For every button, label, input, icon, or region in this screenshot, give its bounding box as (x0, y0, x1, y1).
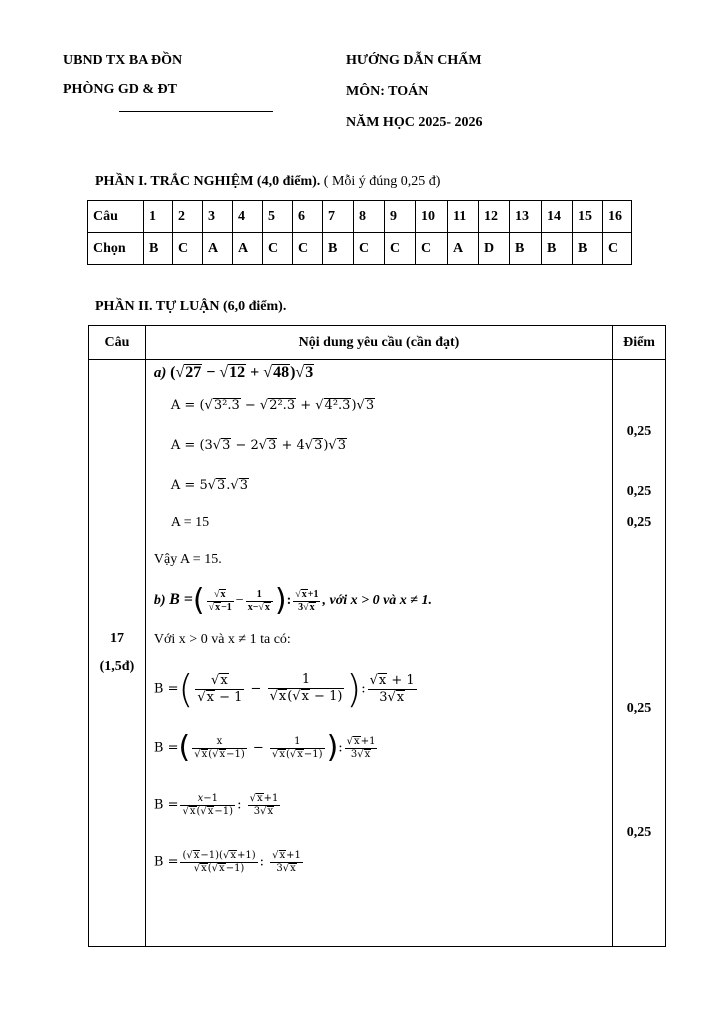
doc-title: HƯỚNG DẪN CHẤM (346, 53, 482, 68)
header-underline (119, 111, 273, 112)
question-row (88, 201, 632, 233)
score-4: 0,25 (626, 701, 652, 716)
a-cell: B (323, 233, 354, 265)
b-step-3: B = $\frac{x-1}{√x(√x-1)}$ : $\frac{√x+1}{3√x}$ (153, 793, 279, 817)
question-number-cell (89, 360, 146, 947)
part2-heading: PHẦN II. TỰ LUẬN (6,0 điểm). (95, 299, 287, 314)
a-cell: B (144, 233, 173, 265)
score-2: 0,25 (626, 484, 652, 499)
q-cell: 11 (448, 201, 479, 233)
essay-header-row (89, 326, 666, 360)
b-label: B = (153, 681, 179, 697)
part-b-problem: b) B =( $\frac{√x}{√x-1}$ − $\frac{1}{x-√x}$ ): $\frac{√x+1}{3√x}$ , với x > 0 và x ≠ 1. (153, 583, 432, 618)
score-cell (613, 360, 666, 947)
essay-table (88, 325, 666, 947)
q-cell: 9 (385, 201, 416, 233)
a-cell: C (354, 233, 385, 265)
b-intro: Với x > 0 và x ≠ 1 ta có: (153, 632, 291, 647)
q-cell: 15 (573, 201, 603, 233)
a-cell: C (293, 233, 323, 265)
col-content: Nội dung yêu cầu (cần đạt) (145, 326, 612, 360)
q-cell: 4 (233, 201, 263, 233)
q-cell: 5 (263, 201, 293, 233)
score-3: 0,25 (626, 515, 652, 530)
a-cell: C (385, 233, 416, 265)
a-cell: C (263, 233, 293, 265)
part1-heading: PHẦN I. TRẮC NGHIỆM (4,0 điểm). (95, 174, 321, 189)
org-line-2: PHÒNG GD & ĐT (63, 82, 177, 97)
a-cell: A (448, 233, 479, 265)
row-label-question: Câu (88, 201, 144, 233)
school-year: NĂM HỌC 2025- 2026 (346, 115, 483, 130)
content-cell (145, 360, 612, 947)
q-cell: 1 (144, 201, 173, 233)
a-cell: C (416, 233, 448, 265)
question-17-row (89, 360, 666, 947)
q-cell: 16 (603, 201, 632, 233)
part-b-label: b) (153, 593, 166, 609)
q-cell: 12 (479, 201, 510, 233)
col-score: Điểm (613, 326, 666, 360)
a-step-label: A = (170, 398, 196, 413)
a-step-2: A = (3√3 − 2√3 + 4√3)√3 (170, 438, 346, 453)
q-cell: 13 (510, 201, 542, 233)
a-conclusion: Vậy A = 15. (153, 552, 222, 567)
a-step-1: A = (√3².3 − √2².3 + √4².3)√3 (170, 398, 375, 413)
answer-table (87, 200, 632, 265)
q-cell: 14 (542, 201, 573, 233)
a-cell: D (479, 233, 510, 265)
score-1: 0,25 (626, 424, 652, 439)
part1-heading-line (95, 174, 440, 190)
a-cell: C (173, 233, 203, 265)
q-cell: 8 (354, 201, 385, 233)
a-cell: A (233, 233, 263, 265)
col-question: Câu (89, 326, 146, 360)
q-cell: 6 (293, 201, 323, 233)
q-cell: 2 (173, 201, 203, 233)
b-step-2: B =( $\frac{x}{√x(√x-1)}$ − $\frac{1}{√x(√x-1)}$ ): $\frac{√x+1}{3√x}$ (153, 730, 376, 765)
b-condition: , với x > 0 và x ≠ 1. (322, 593, 432, 609)
answer-row (88, 233, 632, 265)
subject: MÔN: TOÁN (346, 84, 429, 99)
part-a-problem: a) (√27 − √12 + √48)√3 (153, 364, 314, 381)
b-step-4: B = $\frac{(√x-1)(√x+1)}{√x(√x-1)}$ : $\frac{√x+1}{3√x}$ (153, 850, 301, 874)
question-number: 17 (109, 631, 124, 646)
b-step-1: B =( $\frac{√x}{√x - 1}$ − $\frac{1}{√x(√x - 1)}$ ): $\frac{√x + 1}{3√x}$ (153, 667, 415, 711)
part-a-label: a) (153, 365, 167, 381)
question-points: (1,5đ) (99, 659, 135, 674)
row-label-answer: Chọn (88, 233, 144, 265)
a-cell: B (510, 233, 542, 265)
part1-note: ( Mỗi ý đúng 0,25 đ) (320, 174, 441, 189)
a-cell: B (573, 233, 603, 265)
a-result: A = 15 (170, 515, 210, 530)
q-cell: 7 (323, 201, 354, 233)
q-cell: 10 (416, 201, 448, 233)
a-cell: A (203, 233, 233, 265)
score-5: 0,25 (626, 825, 652, 840)
a-step-3: A = 5√3.√3 (170, 478, 248, 493)
q-cell: 3 (203, 201, 233, 233)
org-line-1: UBND TX BA ĐỒN (63, 53, 183, 68)
a-cell: B (542, 233, 573, 265)
a-cell: C (603, 233, 632, 265)
